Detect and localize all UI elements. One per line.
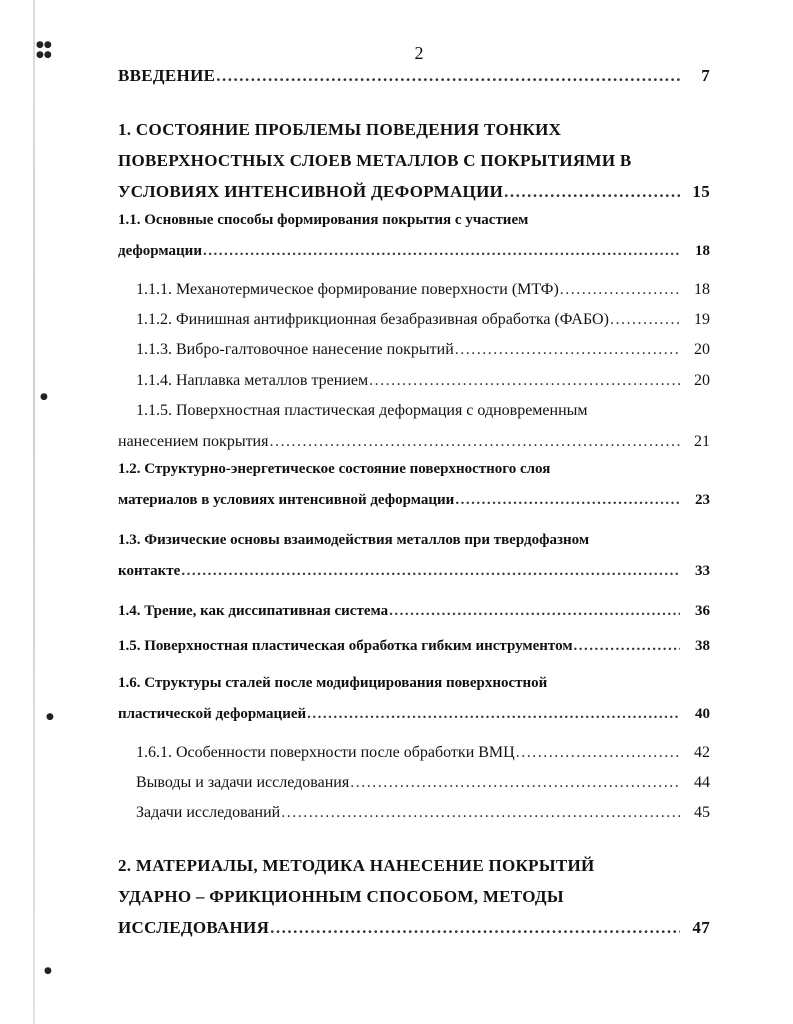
- leader-dots: [504, 176, 680, 207]
- toc-page-ref: 33: [695, 563, 710, 579]
- leader-dots: [281, 797, 680, 828]
- leader-dots: [389, 596, 680, 627]
- toc-page-ref: 45: [694, 804, 710, 821]
- toc-entry-section-1-6: [118, 668, 710, 730]
- toc-entry-section-1-1-3: [118, 334, 710, 365]
- leader-dots: [203, 236, 680, 267]
- toc-page-ref: 7: [701, 66, 710, 85]
- leader-dots: [455, 485, 680, 516]
- toc-page-ref: 38: [695, 638, 710, 654]
- leader-dots: [574, 631, 680, 662]
- scan-edge-line: [33, 0, 35, 1024]
- toc-entry-chapter-1: [118, 114, 710, 207]
- toc-entry-section-1-5: [118, 631, 710, 662]
- toc-entry-title: 1.2. Структурно-энергетическое состояние поверхностного слоя: [118, 461, 551, 477]
- toc-page-ref: 20: [694, 372, 710, 389]
- leader-dots: [181, 556, 680, 587]
- toc-page-ref: 47: [692, 918, 710, 937]
- leader-dots: [307, 699, 680, 730]
- toc-entry-title: 1. СОСТОЯНИЕ ПРОБЛЕМЫ ПОВЕДЕНИЯ ТОНКИХ: [118, 120, 562, 139]
- toc-entry-section-1-1-4: [118, 365, 710, 396]
- toc-page-ref: 20: [694, 341, 710, 358]
- toc-entry-section-1-1: [118, 205, 710, 267]
- toc-entry-title: 1.6.1. Особенности поверхности после обработки ВМЦ: [136, 744, 515, 761]
- toc-page-ref: 36: [695, 603, 710, 619]
- toc-page-ref: 44: [694, 774, 710, 791]
- toc-entry-title: 1.1.5. Поверхностная пластическая деформация с одновременным: [136, 402, 588, 419]
- toc-entry-conclusions: [118, 767, 710, 798]
- toc-page-ref: 40: [695, 706, 710, 722]
- toc-page-ref: 19: [694, 311, 710, 328]
- toc-page-ref: 18: [695, 243, 710, 259]
- binding-hole-mark: ●: [46, 712, 54, 722]
- toc-entry-title: 1.4. Трение, как диссипативная система: [118, 603, 389, 619]
- toc-entry-section-1-4: [118, 596, 710, 627]
- toc-entry-title: 1.6. Структуры сталей после модифицирования поверхностной: [118, 675, 548, 691]
- leader-dots: [560, 274, 680, 305]
- toc-entry-title: материалов в условиях интенсивной деформации: [118, 492, 455, 508]
- toc-entry-section-1-1-5: [118, 395, 710, 457]
- toc-entry-title: пластической деформацией: [118, 706, 307, 722]
- leader-dots: [269, 426, 680, 457]
- toc-entry-title: Выводы и задачи исследования: [136, 774, 350, 791]
- toc-entry-title: 2. МАТЕРИАЛЫ, МЕТОДИКА НАНЕСЕНИЕ ПОКРЫТИЙ: [118, 856, 595, 875]
- page-number: 2: [414, 43, 424, 63]
- binding-hole-mark: ●: [40, 392, 48, 402]
- toc-entry-title: ПОВЕРХНОСТНЫХ СЛОЕВ МЕТАЛЛОВ С ПОКРЫТИЯМИ В: [118, 151, 632, 170]
- leader-dots: [350, 767, 680, 798]
- leader-dots: [216, 60, 680, 91]
- toc-entry-title: 1.1.1. Механотермическое формирование поверхности (МТФ): [136, 281, 559, 298]
- toc-page-ref: 21: [694, 433, 710, 450]
- binding-hole-mark: ●: [44, 966, 52, 976]
- toc-entry-title: ИССЛЕДОВАНИЯ: [118, 918, 270, 937]
- toc-entry-title: 1.1. Основные способы формирования покрытия с участием: [118, 212, 529, 228]
- leader-dots: [610, 304, 680, 335]
- toc-entry-research-tasks: [118, 797, 710, 828]
- toc-entry-title: контакте: [118, 563, 181, 579]
- leader-dots: [455, 334, 680, 365]
- toc-entry-chapter-2: [118, 850, 710, 943]
- toc-entry-section-1-1-2: [118, 304, 710, 335]
- leader-dots: [369, 365, 680, 396]
- leader-dots: [270, 912, 680, 943]
- toc-entry-title: нанесением покрытия: [118, 433, 269, 450]
- toc-entry-section-1-2: [118, 454, 710, 516]
- toc-entry-title: УДАРНО – ФРИКЦИОННЫМ СПОСОБОМ, МЕТОДЫ: [118, 887, 564, 906]
- toc-entry-title: 1.1.4. Наплавка металлов трением: [136, 372, 369, 389]
- toc-entry-section-1-3: [118, 525, 710, 587]
- toc-entry-introduction: [118, 60, 710, 91]
- toc-entry-section-1-1-1: [118, 274, 710, 305]
- toc-entry-title: 1.1.2. Финишная антифрикционная безабразивная обработка (ФАБО): [136, 311, 609, 328]
- toc-entry-section-1-6-1: [118, 737, 710, 768]
- toc-page-ref: 15: [692, 182, 710, 201]
- toc-page-ref: 18: [694, 281, 710, 298]
- leader-dots: [516, 737, 680, 768]
- toc-entry-title: деформации: [118, 243, 202, 259]
- toc-entry-title: Задачи исследований: [136, 804, 281, 821]
- binding-hole-mark: ●● ●●: [36, 40, 52, 60]
- toc-entry-title: 1.1.3. Вибро-галтовочное нанесение покрытий: [136, 341, 454, 358]
- toc-entry-title: 1.3. Физические основы взаимодействия металлов при твердофазном: [118, 532, 590, 548]
- toc-entry-title: 1.5. Поверхностная пластическая обработка гибким инструментом: [118, 638, 573, 654]
- toc-page-ref: 23: [695, 492, 710, 508]
- toc-entry-title: ВВЕДЕНИЕ: [118, 66, 216, 85]
- toc-page-ref: 42: [694, 744, 710, 761]
- toc-entry-title: УСЛОВИЯХ ИНТЕНСИВНОЙ ДЕФОРМАЦИИ: [118, 182, 504, 201]
